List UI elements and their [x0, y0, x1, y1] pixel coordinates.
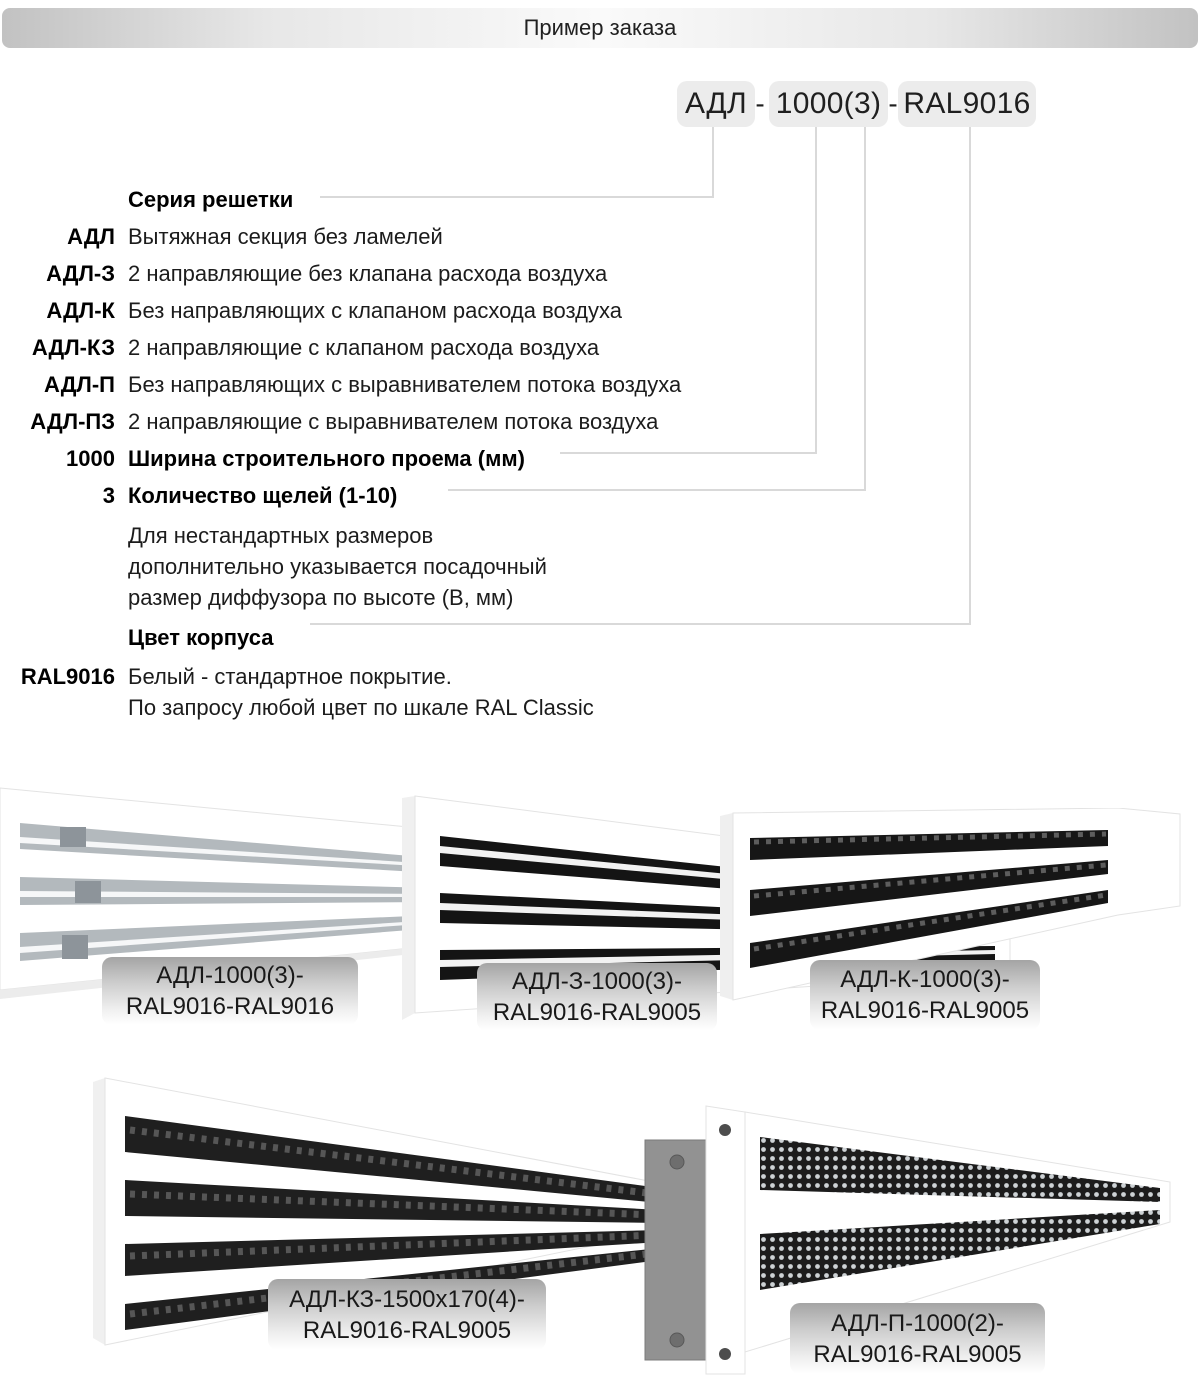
code-box-color: RAL9016 — [898, 81, 1036, 127]
series-header: Серия решетки — [128, 187, 294, 212]
legend-term: RAL9016 — [20, 664, 115, 689]
legend-term: АДЛ-З — [46, 261, 115, 286]
bracket — [60, 827, 86, 847]
product-label-adl-z — [477, 963, 717, 1031]
ral-line: Белый - стандартное покрытие. — [128, 664, 452, 689]
color-header: Цвет корпуса — [128, 625, 274, 650]
ral-line: По запросу любой цвет по шкале RAL Classic — [128, 695, 594, 720]
legend-term-empty — [0, 619, 115, 656]
screw — [719, 1348, 731, 1360]
ral-description — [128, 661, 594, 723]
legend-term: АДЛ-КЗ — [31, 335, 115, 360]
mounting-plate — [645, 1140, 710, 1360]
legend-term: АДЛ-ПЗ — [30, 409, 115, 434]
legend-term: АДЛ — [67, 224, 115, 249]
legend-row-ral — [0, 656, 720, 723]
legend-term-empty — [0, 181, 115, 218]
connector-slots-vertical — [864, 127, 866, 491]
label-line: RAL9016-RAL9016 — [125, 993, 335, 1020]
legend-desc: Без направляющих с выравнивателем потока воздуха — [128, 372, 682, 397]
product-label-adl-k — [810, 960, 1040, 1030]
legend-desc: 2 направляющие с клапаном расхода воздуха — [128, 335, 600, 360]
screw — [719, 1124, 731, 1136]
code-box-series: АДЛ — [677, 81, 755, 127]
bracket — [62, 935, 88, 959]
legend-term: АДЛ-К — [46, 298, 115, 323]
connector-color-vertical — [969, 127, 971, 625]
label-line: АДЛ-КЗ-1500х170(4)- — [289, 1285, 525, 1313]
legend-row-adl — [0, 218, 720, 255]
legend-row-adl-kz — [0, 329, 720, 366]
legend-color-header-row — [0, 619, 720, 656]
legend-row-adl-z — [0, 255, 720, 292]
flange-panel — [706, 1106, 745, 1374]
legend-series-header-row — [0, 181, 720, 218]
note-line: дополнительно указывается посадочный — [128, 554, 547, 579]
legend-desc: 2 направляющие с выравнивателем потока воздуха — [128, 409, 659, 434]
legend-term: АДЛ-П — [44, 372, 115, 397]
legend-desc: Ширина строительного проема (мм) — [128, 446, 525, 471]
product-label-adl-kz — [268, 1279, 546, 1350]
label-line: RAL9016-RAL9005 — [302, 1316, 512, 1344]
bracket — [75, 881, 101, 903]
code-separator-2: - — [888, 88, 898, 119]
label-line: RAL9016-RAL9005 — [813, 1340, 1022, 1368]
grille-side-face — [93, 1078, 105, 1345]
label-line: АДЛ-К-1000(3)- — [840, 966, 1010, 993]
legend-row-slots — [0, 477, 720, 514]
label-line: АДЛ-П-1000(2)- — [831, 1309, 1004, 1337]
product-label-adl — [102, 957, 358, 1025]
legend-desc: Количество щелей (1-10) — [128, 483, 398, 508]
code-separator-1: - — [755, 88, 765, 119]
legend-term: 3 — [102, 483, 115, 508]
legend-desc: Вытяжная секция без ламелей — [128, 224, 443, 249]
legend-row-adl-p — [0, 366, 720, 403]
nonstandard-note — [128, 514, 720, 619]
code-box-size: 1000(3) — [769, 81, 888, 127]
legend-list — [0, 181, 720, 723]
legend-term: 1000 — [66, 446, 115, 471]
note-line: размер диффузора по высоте (В, мм) — [128, 585, 514, 610]
connector-width-vertical — [815, 127, 817, 454]
legend-row-adl-pz — [0, 403, 720, 440]
product-label-adl-p — [790, 1303, 1045, 1374]
label-line: RAL9016-RAL9005 — [820, 997, 1030, 1024]
grille-side-face — [402, 796, 415, 1020]
label-line: АДЛ-З-1000(3)- — [511, 968, 682, 995]
label-line: АДЛ-1000(3)- — [156, 962, 304, 989]
legend-desc: Без направляющих с клапаном расхода воздуха — [128, 298, 622, 323]
screw — [670, 1333, 684, 1347]
legend-row-adl-k — [0, 292, 720, 329]
grille-side-face — [720, 813, 733, 1000]
label-line: RAL9016-RAL9005 — [492, 999, 702, 1026]
legend-desc: 2 направляющие без клапана расхода воздуха — [128, 261, 608, 286]
note-line: Для нестандартных размеров — [128, 523, 434, 548]
title-bar — [2, 8, 1198, 48]
screw — [670, 1155, 684, 1169]
page-title: Пример заказа — [523, 15, 677, 40]
legend-row-width — [0, 440, 720, 477]
